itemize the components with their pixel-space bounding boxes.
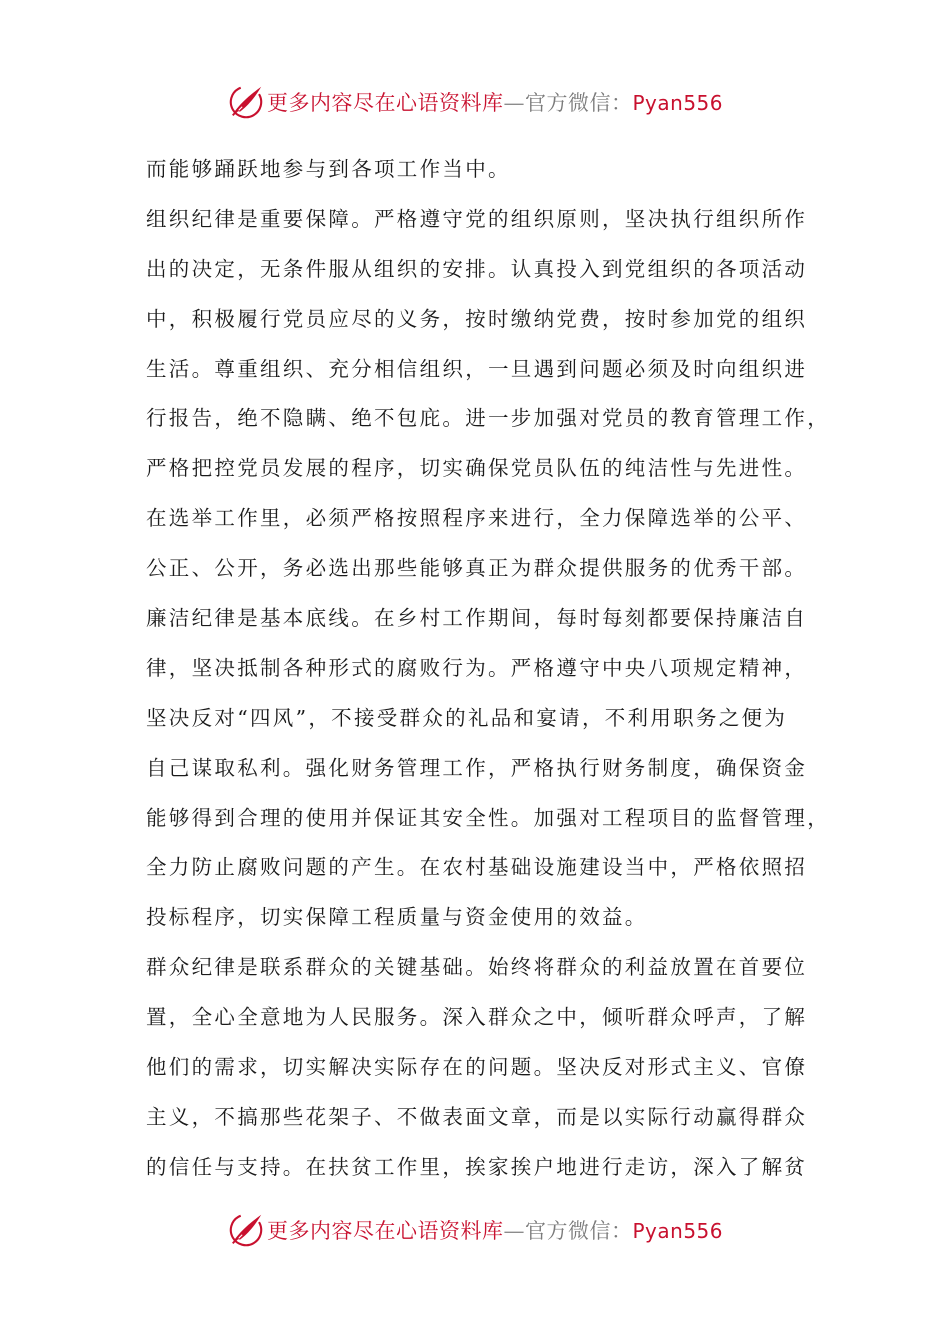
text-line: 中，积极履行党员应尽的义务，按时缴纳党费，按时参加党的组织 [146, 306, 808, 331]
text-line: 行报告，绝不隐瞒、绝不包庇。进一步加强对党员的教育管理工作， [146, 406, 830, 431]
text-line: 全力防止腐败问题的产生。在农村基础设施建设当中，严格依照招 [146, 855, 808, 880]
text-line: 公正、公开，务必选出那些能够真正为群众提供服务的优秀干部。 [146, 556, 808, 581]
banner-site-name: 更多内容尽在心语资料库 [266, 91, 504, 115]
text-line: 在选举工作里，必须严格按照程序来进行，全力保障选举的公平、 [146, 506, 808, 531]
text-line: 置，全心全意地为人民服务。深入群众之中，倾听群众呼声，了解 [146, 1005, 808, 1030]
banner-wechat-label: 官方微信： [524, 1219, 633, 1243]
footer-banner [0, 1208, 950, 1252]
text-line: 生活。尊重组织、充分相信组织，一旦遇到问题必须及时向组织进 [146, 356, 808, 381]
banner-wechat-id: Pyan556 [632, 91, 723, 115]
header-banner [0, 80, 950, 124]
text-line: 严格把控党员发展的程序，切实确保党员队伍的纯洁性与先进性。 [146, 456, 808, 481]
text-line: 他们的需求，切实解决实际存在的问题。坚决反对形式主义、官僚 [146, 1055, 808, 1080]
banner-site-name: 更多内容尽在心语资料库 [266, 1219, 504, 1243]
quill-pen-circle-icon [227, 1211, 265, 1249]
text-line: 组织纪律是重要保障。严格遵守党的组织原则，坚决执行组织所作 [146, 206, 808, 231]
text-line: 律，坚决抵制各种形式的腐败行为。严格遵守中央八项规定精神， [146, 655, 808, 680]
text-line: 投标程序，切实保障工程质量与资金使用的效益。 [146, 905, 648, 930]
banner-dash: — [503, 91, 525, 115]
banner-dash: — [503, 1219, 525, 1243]
banner-wechat-label: 官方微信： [524, 91, 633, 115]
text-line: 自己谋取私利。强化财务管理工作，严格执行财务制度，确保资金 [146, 755, 808, 780]
banner-text [267, 1215, 723, 1245]
text-line: 而能够踊跃地参与到各项工作当中。 [146, 157, 511, 181]
quill-pen-circle-icon [227, 83, 265, 121]
text-line: 的信任与支持。在扶贫工作里，挨家挨户地进行走访，深入了解贫 [146, 1154, 808, 1179]
text-line: 能够得到合理的使用并保证其安全性。加强对工程项目的监督管理， [146, 805, 830, 830]
banner-wechat-id: Pyan556 [632, 1219, 723, 1243]
text-line: 坚决反对“四风”，不接受群众的礼品和宴请，不利用职务之便为 [146, 705, 788, 730]
document-body [146, 145, 830, 1193]
text-line: 出的决定，无条件服从组织的安排。认真投入到党组织的各项活动 [146, 256, 808, 281]
text-line: 群众纪律是联系群众的关键基础。始终将群众的利益放置在首要位 [146, 955, 808, 980]
text-line: 主义，不搞那些花架子、不做表面文章，而是以实际行动赢得群众 [146, 1104, 808, 1129]
text-line: 廉洁纪律是基本底线。在乡村工作期间，每时每刻都要保持廉洁自 [146, 606, 808, 631]
banner-text [267, 87, 723, 117]
